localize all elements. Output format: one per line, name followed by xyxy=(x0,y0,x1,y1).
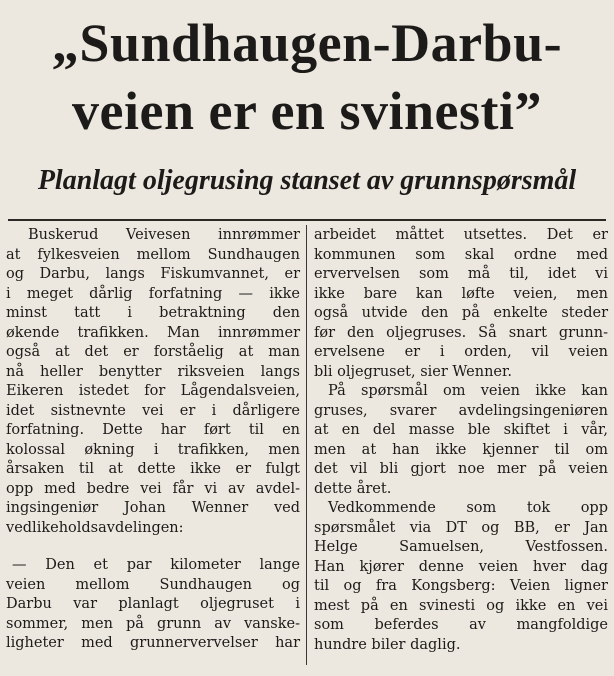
text-line: som beferdes av mangfoldige xyxy=(314,617,608,633)
text-line: det vil bli gjort noe mer på veien xyxy=(314,461,608,477)
text-line: mest på en svinesti og ikke en vei xyxy=(314,597,608,614)
text-line: ikke bare kan løfte veien, men xyxy=(314,285,608,302)
text-line: men at han ikke kjenner til om xyxy=(314,441,608,458)
text-line: opp med bedre vei får vi av avdel- xyxy=(6,480,300,497)
text-line: Buskerud Veivesen innrømmer xyxy=(28,227,300,243)
text-line: hundre biler daglig. xyxy=(314,636,461,653)
text-line: minst tatt i betraktning den xyxy=(6,305,300,321)
text-line: også utvide den på enkelte steder xyxy=(314,305,608,321)
text-line: Vedkommende som tok opp xyxy=(328,500,608,516)
text-line: ervelsene er i orden, vil veien xyxy=(314,344,608,360)
text-line: kommunen som skal ordne med xyxy=(314,246,608,263)
text-line: På spørsmål om veien ikke kan xyxy=(328,383,608,399)
text-line: nå heller benytter riksveien langs xyxy=(6,363,300,380)
text-line: dette året. xyxy=(314,480,392,497)
text-line: Helge Samuelsen, Vestfossen. xyxy=(314,539,608,555)
text-line: årsaken til at dette ikke er fulgt xyxy=(6,461,300,477)
text-line: gruses, svarer avdelingsingeniøren xyxy=(314,402,608,419)
text-line: i meget dårlig forfatning — ikke xyxy=(6,285,300,302)
text-line: vedlikeholdsavdelingen: xyxy=(6,519,184,536)
text-line: ervervelsen som må til, idet vi xyxy=(314,266,608,282)
text-line: kolossal økning i trafikken, men xyxy=(6,441,300,458)
text-line: Darbu var planlagt oljegruset i xyxy=(6,596,300,612)
text-line: arbeidet måttet utsettes. Det er xyxy=(314,227,608,243)
headline-rule xyxy=(8,219,606,221)
article-column-1 xyxy=(6,226,300,654)
text-line: ingsingeniør Johan Wenner ved xyxy=(6,500,300,516)
text-line: bli oljegruset, sier Wenner. xyxy=(314,363,512,380)
text-line: sommer, men på grunn av vanske- xyxy=(6,615,300,632)
text-line: også at det er forståelig at man xyxy=(6,344,300,360)
text-line: spørsmålet via DT og BB, er Jan xyxy=(314,519,608,536)
column-divider xyxy=(306,225,307,665)
article-column-2 xyxy=(314,226,608,655)
text-line: forfatning. Dette har ført til en xyxy=(6,422,300,438)
text-line: idet sistnevnte vei er i dårligere xyxy=(6,402,300,419)
subheadline: Planlagt oljegrusing stanset av grunnspørsmål xyxy=(37,165,577,196)
text-line: Han kjører denne veien hver dag xyxy=(314,558,608,575)
text-line: veien mellom Sundhaugen og xyxy=(6,576,300,593)
text-line: økende trafikken. Man innrømmer xyxy=(6,324,300,341)
text-line: og Darbu, langs Fiskumvannet, er xyxy=(6,266,300,282)
text-line: at en del masse ble skiftet i vår, xyxy=(314,422,608,438)
text-line: ligheter med grunnervervelser har xyxy=(6,635,300,651)
headline-line-1: „Sundhaugen-Darbu- xyxy=(51,13,563,73)
text-line: før den oljegruses. Så snart grunn- xyxy=(314,324,608,341)
headline-line-2: veien er en svinesti” xyxy=(72,81,542,141)
text-line: — Den et par kilometer lange xyxy=(12,557,300,573)
text-line: Eikeren istedet for Lågendalsveien, xyxy=(6,383,300,399)
text-line: at fylkesveien mellom Sundhaugen xyxy=(6,246,300,263)
text-line: til og fra Kongsberg: Veien ligner xyxy=(314,578,608,594)
